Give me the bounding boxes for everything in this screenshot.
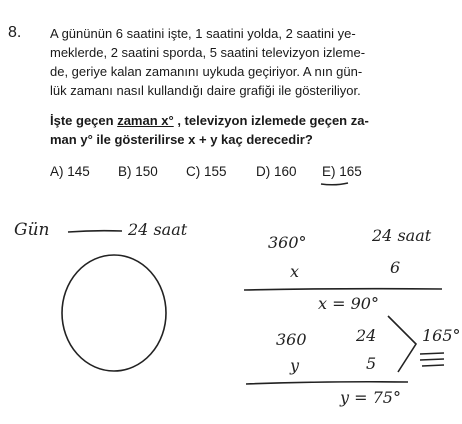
choice-e-underline-mark bbox=[321, 183, 348, 185]
choice-b[interactable]: B) 150 bbox=[118, 164, 158, 179]
hw-r4-hours: 5 bbox=[366, 354, 377, 373]
equal-mark-2 bbox=[420, 359, 444, 360]
hw-r3-deg: 360 bbox=[276, 330, 307, 349]
hw-r1-deg: 360° bbox=[268, 233, 307, 252]
hw-r4-y: y bbox=[290, 356, 300, 375]
fraction-line-2 bbox=[246, 382, 408, 384]
equal-mark-3 bbox=[422, 365, 444, 366]
question-prompt-line-2: man y° ile gösterilirse x + y kaç derecedir? bbox=[50, 132, 313, 147]
hw-result-y: y = 75° bbox=[340, 388, 401, 407]
choice-e[interactable]: E) 165 bbox=[322, 164, 362, 179]
hw-result-x: x = 90° bbox=[318, 294, 379, 313]
hw-r2-x: x bbox=[290, 262, 300, 281]
choice-a[interactable]: A) 145 bbox=[50, 164, 90, 179]
prompt-underlined: zaman x° bbox=[117, 113, 174, 128]
sum-bracket bbox=[388, 316, 416, 372]
question-line-1: A gününün 6 saatini işte, 1 saatini yolda, 2 saatini ye- bbox=[50, 26, 356, 41]
question-line-4: lük zamanı nasıl kullandığı daire grafiği ile gösteriliyor. bbox=[50, 83, 361, 98]
hw-r2-hours: 6 bbox=[390, 258, 401, 277]
hw-r3-hours: 24 bbox=[356, 326, 377, 345]
hw-answer: 165° bbox=[422, 326, 461, 345]
hw-day-label: Gün bbox=[14, 220, 50, 240]
fraction-line-1 bbox=[244, 289, 442, 290]
choice-c[interactable]: C) 155 bbox=[186, 164, 227, 179]
question-number: 8. bbox=[8, 24, 22, 41]
choice-d[interactable]: D) 160 bbox=[256, 164, 297, 179]
prompt-text-b: , televizyon izlemede geçen za- bbox=[173, 113, 369, 128]
question-line-2: meklerde, 2 saatini sporda, 5 saatini televizyon izleme- bbox=[50, 45, 366, 60]
hw-day-hours: 24 saat bbox=[128, 220, 188, 239]
question-line-3: de, geriye kalan zamanını uykuda geçiriyor. A nın gün- bbox=[50, 64, 363, 79]
day-arrow-line bbox=[68, 231, 122, 232]
hw-r1-hours: 24 saat bbox=[372, 226, 432, 245]
pie-circle bbox=[62, 255, 166, 371]
prompt-text-a: İşte geçen bbox=[50, 113, 118, 128]
equal-mark-1 bbox=[420, 353, 444, 354]
